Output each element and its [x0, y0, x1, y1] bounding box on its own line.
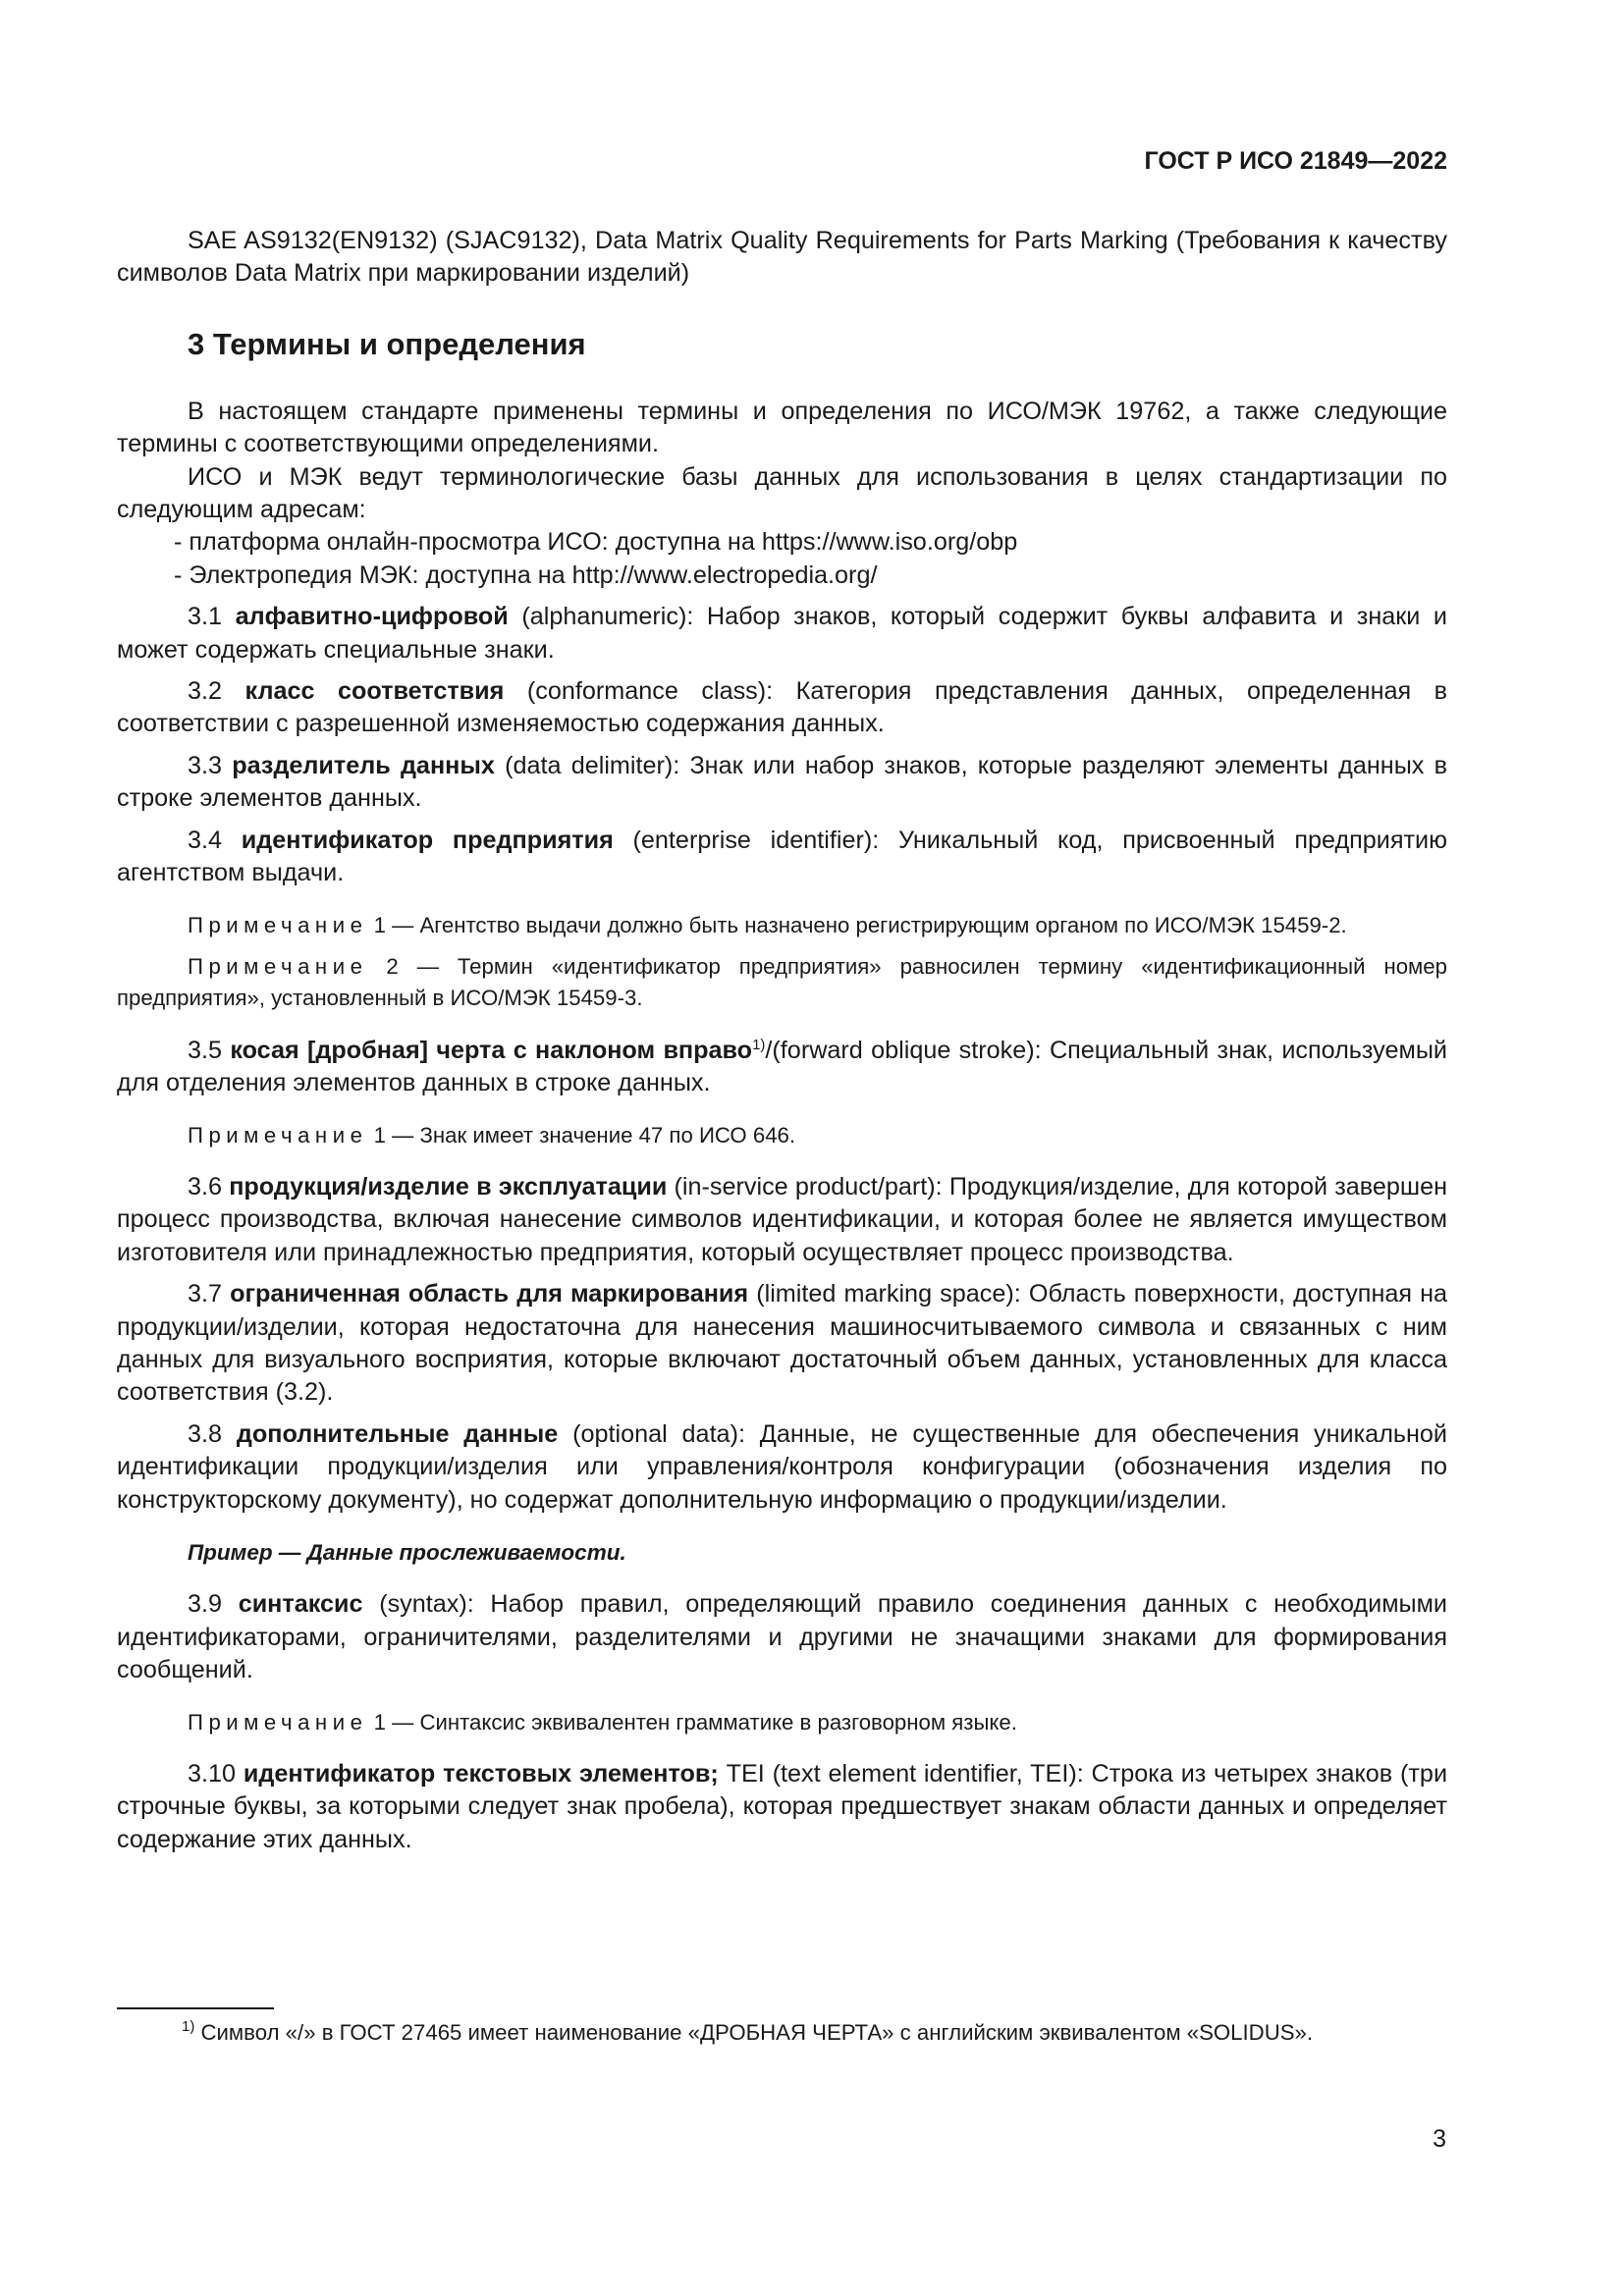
- term-number: 3.8: [188, 1419, 223, 1448]
- term-definition: (alphanumeric): Набор знаков, который содержит буквы алфавита и знаки и может содержать специальные знаки.: [117, 603, 1447, 664]
- term-number: 3.4: [188, 826, 223, 854]
- term-number: 3.3: [188, 751, 223, 779]
- term-number: 3.5: [188, 1036, 223, 1064]
- note-label: Примечание: [188, 912, 368, 937]
- note-text: — Термин «идентификатор предприятия» равносилен термину «идентификационный номер предприятия», установленный в ИСО/МЭК 15459-3.: [117, 953, 1447, 1011]
- term-name: класс соответствия: [244, 677, 505, 706]
- term-3-8: [117, 1418, 1447, 1517]
- term-number: 3.1: [188, 603, 223, 631]
- term-3-10: [117, 1758, 1447, 1856]
- term-definition: (optional data): Данные, не существенные для обеспечения уникальной идентификации продукции/изделия или управления/контроля конфигурации (обозначения изделия по конструкторскому документу), но содержат дополнительную информацию о продукции/изделии.: [117, 1419, 1447, 1514]
- term-name: косая [дробная] черта с наклоном вправо: [230, 1036, 753, 1064]
- note-3-5-1: [117, 1120, 1447, 1151]
- note-number: 2: [386, 953, 399, 979]
- term-definition: (enterprise identifier): Уникальный код, присвоенный предприятию агентством выдачи.: [117, 826, 1447, 887]
- term-number: 3.6: [188, 1172, 223, 1201]
- note-label: Примечание: [188, 1122, 368, 1148]
- note-3-9-1: [117, 1707, 1447, 1738]
- section-paragraph-1: В настоящем стандарте применены термины и определения по ИСО/МЭК 19762, а также следующие термины с соответствующими определениями.: [117, 397, 1447, 458]
- term-definition: TEI (text element identifier, TEI): Строка из четырех знаков (три строчные буквы, за которыми следует знак пробела), которая предшествует знакам области данных и определяет содержание этих данных.: [117, 1760, 1448, 1853]
- dash-item-iso: - платформа онлайн-просмотра ИСО: доступна на https://www.iso.org/obp: [174, 528, 1018, 557]
- term-number: 3.10: [188, 1760, 237, 1789]
- note-3-4-2: [117, 951, 1447, 1015]
- term-name: дополнительные данные: [236, 1419, 559, 1448]
- term-definition: (in-service product/part): Продукция/изделие, для которой завершен процесс производства, включая нанесение символов идентификации, и которая более не является имуществом изготовителя или принадлежностью предприятия, который осуществляет процесс производства.: [117, 1172, 1448, 1266]
- document-code: ГОСТ Р ИСО 21849—2022: [1144, 147, 1447, 175]
- term-3-3: [117, 750, 1447, 816]
- example-traceability: Пример — Данные прослеживаемости.: [188, 1540, 626, 1565]
- note-number: 1: [373, 1122, 386, 1148]
- term-definition: (conformance class): Категория представления данных, определенная в соответствии с разрешенной изменяемостью содержания данных.: [117, 677, 1448, 738]
- note-label: Примечание: [188, 953, 368, 979]
- section-title: 3 Термины и определения: [188, 326, 586, 361]
- term-name: идентификатор текстовых элементов;: [243, 1760, 719, 1789]
- term-definition: (syntax): Набор правил, определяющий правило соединения данных с необходимыми идентификаторами, ограничителями, разделителями и другими не значащими знаками для формирования сообщений.: [117, 1590, 1447, 1684]
- term-3-9: [117, 1588, 1447, 1686]
- footnote-marker: 1): [182, 2018, 195, 2035]
- note-3-4-1: [117, 910, 1447, 941]
- term-name: алфавитно-цифровой: [235, 603, 509, 631]
- note-label: Примечание: [188, 1709, 368, 1735]
- term-number: 3.9: [188, 1590, 223, 1619]
- note-number: 1: [373, 912, 386, 937]
- term-definition: /(forward oblique stroke): Специальный знак, используемый для отделения элементов данных в строке данных.: [117, 1036, 1447, 1097]
- term-3-2: [117, 675, 1447, 741]
- term-definition: (data delimiter): Знак или набор знаков, которые разделяют элементы данных в строке элементов данных.: [117, 751, 1447, 813]
- term-3-4: [117, 825, 1447, 890]
- footnote: [117, 2017, 1447, 2049]
- page-number: 3: [1433, 2125, 1446, 2153]
- footnote-reference: 1): [752, 1036, 766, 1053]
- term-name: ограниченная область для маркирования: [230, 1280, 749, 1308]
- term-3-1: [117, 601, 1447, 667]
- section-paragraph-2: ИСО и МЭК ведут терминологические базы данных для использования в целях стандартизации по следующим адресам:: [117, 462, 1447, 524]
- note-text: — Агентство выдачи должно быть назначено регистрирующим органом по ИСО/МЭК 15459-2.: [392, 912, 1347, 937]
- term-definition: (limited marking space): Область поверхности, доступная на продукции/изделии, которая недостаточна для нанесения машиносчитываемого символа и связанных с ним данных для визуального восприятия, которые включают достаточный объем данных, установленных для класса соответствия (3.2).: [117, 1280, 1448, 1407]
- note-text: — Знак имеет значение 47 по ИСО 646.: [392, 1122, 796, 1148]
- term-3-6: [117, 1171, 1447, 1269]
- term-number: 3.7: [188, 1280, 223, 1308]
- dash-item-iec: - Электропедия МЭК: доступна на http://www.electropedia.org/: [174, 561, 878, 589]
- term-name: разделитель данных: [232, 751, 495, 779]
- page-content: [117, 225, 1447, 1856]
- term-name: продукция/изделие в эксплуатации: [229, 1172, 668, 1201]
- term-name: идентификатор предприятия: [241, 826, 614, 854]
- term-3-7: [117, 1278, 1447, 1410]
- note-number: 1: [373, 1709, 386, 1735]
- term-name: синтаксис: [238, 1590, 363, 1619]
- term-number: 3.2: [188, 677, 223, 706]
- term-3-5: [117, 1035, 1447, 1100]
- note-text: — Синтаксис эквивалентен грамматике в разговорном языке.: [392, 1709, 1017, 1735]
- footnote-text: Символ «/» в ГОСТ 27465 имеет наименование «ДРОБНАЯ ЧЕРТА» с английским эквивалентом «SOLIDUS».: [200, 2020, 1314, 2045]
- intro-reference: SAE AS9132(EN9132) (SJAC9132), Data Matrix Quality Requirements for Parts Marking (Требования к качеству символов Data Matrix при маркировании изделий): [117, 227, 1447, 288]
- footnote-separator: [117, 2007, 274, 2009]
